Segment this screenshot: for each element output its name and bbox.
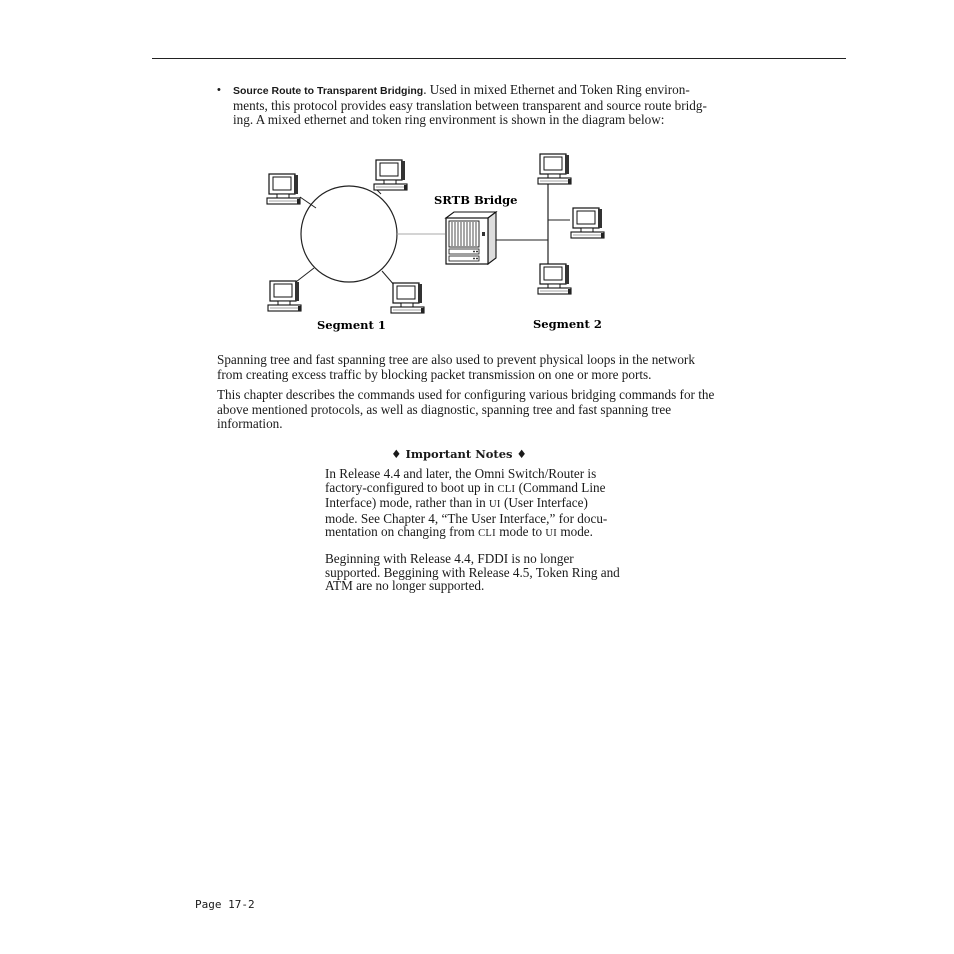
workstation-icon: [391, 283, 424, 313]
workstation-icon: [268, 281, 301, 311]
page-number: Page 17-2: [195, 898, 255, 911]
segment1-label: Segment 1: [317, 318, 386, 332]
paragraph-spanning-tree: Spanning tree and fast spanning tree are also used to prevent physical loops in the network from creating excess traffic by blocking packet transmission on one or more ports.: [217, 352, 695, 382]
bullet-line-1: Source Route to Transparent Bridging. Used in mixed Ethernet and Token Ring environ-: [233, 82, 690, 97]
workstation-icon: [374, 160, 407, 190]
segment2-label: Segment 2: [533, 317, 602, 331]
workstation-icon: [538, 264, 571, 294]
bridge-label: SRTB Bridge: [434, 193, 518, 207]
bullet-heading: Source Route to Transparent Bridging: [233, 85, 424, 97]
token-ring: [301, 186, 397, 282]
workstation-icon: [267, 174, 300, 204]
bullet-line-2: ments, this protocol provides easy translation between transparent and source route bridg-: [233, 97, 707, 113]
bullet-line-3: ing. A mixed ethernet and token ring environment is shown in the diagram below:: [233, 112, 665, 128]
workstation-icon: [538, 154, 571, 184]
paragraph-chapter-description: This chapter describes the commands used for configuring various bridging commands for the above mentioned protocols, as well as diagnostic, spanning tree and fast spanning tree information.: [217, 387, 715, 432]
important-notes-title: ♦ Important Notes ♦: [391, 447, 527, 461]
bullet-marker: •: [217, 84, 221, 96]
bridge-chassis-icon: [446, 212, 496, 264]
workstation-icon: [571, 208, 604, 238]
note-unsupported-features: Beginning with Release 4.4, FDDI is no longer supported. Beggining with Release 4.5, Token Ring and ATM are no longer supported.: [325, 551, 620, 593]
note-cli-mode: In Release 4.4 and later, the Omni Switch/Router is factory-configured to boot up in CLI (Command Line Interface) mode, rather than in UI (User Interface) mode. See Chapter 4, “The User Interface,” for docu- mentation on changing from CLI mode to UI mode.: [325, 466, 608, 539]
